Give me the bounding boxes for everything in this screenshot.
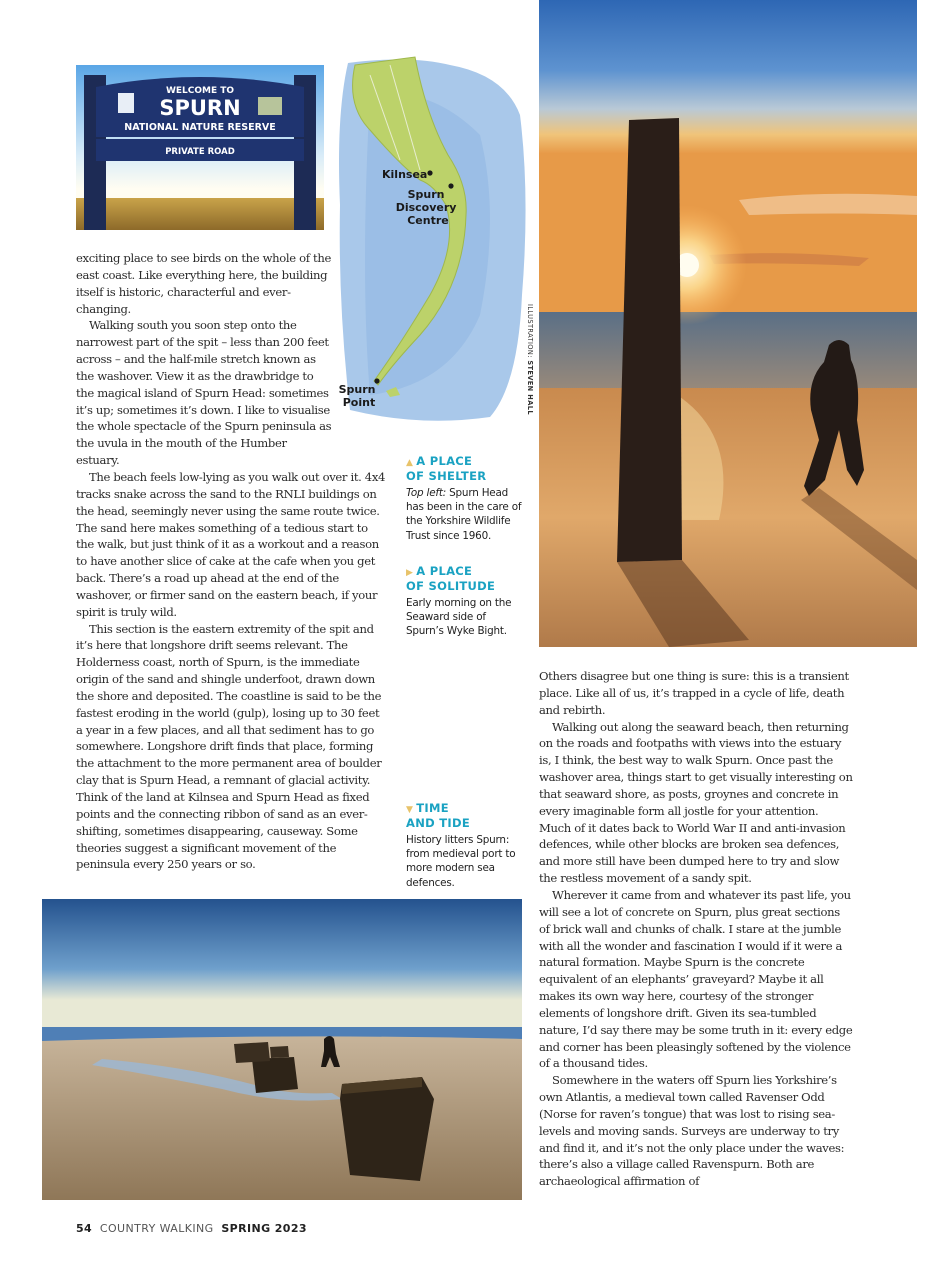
triangle-up-icon: ▲ <box>406 458 414 468</box>
sign-private-road: PRIVATE ROAD <box>165 147 235 157</box>
caption-shelter-heading: ▲ A PLACE OF SHELTER <box>406 454 487 483</box>
map-label-point: Spurn Point <box>338 383 376 409</box>
triangle-right-icon: ▶ <box>406 568 414 578</box>
right-para-1: Others disagree but one thing is sure: this is a transient place. Like all of us, it’s trapped in a cycle of life, death and rebirth. <box>539 669 849 717</box>
page-number: 54 <box>76 1222 93 1235</box>
credit-name: STEVEN HALL <box>526 360 534 415</box>
left-para-4: This section is the eastern extremity of the spit and it’s here that longshore drift seems relevant. The Holderness coast, north of Spurn, is the immediate origin of the sand and shingle underfoot, drawn down the shore and deposited. The coastline is said to be the fastest eroding in the world (gulp), losing up to 30 feet a year in a few places, and all that sediment has to go somewhere. Longshore drift finds that place, forming the attachment to the more permanent area of boulder clay that is Spurn Head, a remnant of glacial activity. Think of the land at Kilnsea and Spurn Head as fixed points and the connecting ribbon of sand as an ever-shifting, sometimes disappearing, causeway. Some theories suggest a significant movement of the peninsula every 250 years or so. <box>76 621 382 872</box>
magazine-name: COUNTRY WALKING <box>99 1222 214 1235</box>
left-para-1: exciting place to see birds on the whole of the east coast. Like everything here, the building itself is historic, characterful and ever-changing. <box>76 251 331 316</box>
sunrise-post-photo <box>539 0 917 647</box>
sign-welcome: WELCOME TO <box>165 86 235 96</box>
credit-prefix: ILLUSTRATION: <box>526 304 534 361</box>
left-para-3: The beach feels low-lying as you walk out over it. 4x4 tracks snake across the sand to the RNLI buildings on the head, seemingly never using the same route twice. The sand here makes something of a tedious start to the walk, but just think of it as a workout and a reason to have another slice of cake at the cafe when you get back. There’s a road up ahead at the end of the washover, or firmer sand on the eastern beach, if your spirit is truly wild. <box>76 469 386 619</box>
caption-shelter-lead: Top left: <box>406 487 447 499</box>
caption-solitude <box>406 565 524 639</box>
left-para-2: Walking south you soon step onto the narrowest part of the spit – less than 200 feet across – and the half-mile stretch known as the washover. View it as the drawbridge to the magical island of Spurn Head: sometimes it’s up; sometimes it’s down. I like to visualise the whole spectacle of the Spurn peninsula as the uvula in the mouth of the Humber estuary. <box>76 318 332 468</box>
issue-name: SPRING 2023 <box>221 1222 307 1235</box>
sign-reserve: NATIONAL NATURE RESERVE <box>124 122 276 133</box>
triangle-down-icon: ▼ <box>406 805 414 815</box>
illustration-credit <box>524 305 536 425</box>
map-label-kilnsea: Kilnsea <box>382 168 428 181</box>
caption-shelter-text: Spurn Head has been in the care of the Yorkshire Wildlife Trust since 1960. <box>406 487 522 542</box>
map-label-discovery: Spurn Discovery Centre <box>395 188 457 227</box>
beach-concrete-blocks-photo <box>42 899 522 1200</box>
caption-tide-heading: ▼ TIME AND TIDE <box>406 801 470 830</box>
caption-tide <box>406 802 524 890</box>
caption-solitude-text: Early morning on the Seaward side of Spurn’s Wyke Bight. <box>406 597 512 638</box>
spurn-sign-photo <box>76 65 324 230</box>
caption-solitude-heading: ▶ A PLACE OF SOLITUDE <box>406 564 496 593</box>
right-para-2: Walking out along the seaward beach, then returning on the roads and footpaths with views into the estuary is, I think, the best way to walk Spurn. Once past the washover area, things start to get visually interesting on that seaward shore, as posts, groynes and concrete in every imaginable form all jostle for your attention. Much of it dates back to World War II and anti-invasion defences, while other blocks are broken sea defences, and more still have been dumped here to try and slow the restless movement of a sandy spit. <box>539 719 853 886</box>
caption-shelter <box>406 455 524 543</box>
right-para-4: Somewhere in the waters off Spurn lies Yorkshire’s own Atlantis, a medieval town called Ravenser Odd (Norse for raven’s tongue) that was lost to rising sea-levels and moving sands. Surveys are underway to try and find it, and it’s not the only place under the waves: there’s also a village called Ravenspurn. Both are archaeological affirmation of <box>539 1073 845 1189</box>
article-right-column <box>539 668 853 1190</box>
caption-tide-text: History litters Spurn: from medieval port to more modern sea defences. <box>406 834 516 889</box>
right-para-3: Wherever it came from and whatever its past life, you will see a lot of concrete on Spurn, plus great sections of brick wall and chunks of chalk. I stare at the jumble with all the wonder and fascination I would if it were a natural formation. Maybe Spurn is the concrete equivalent of an elephants’ graveyard? Maybe it all makes its own way here, courtesy of the stronger elements of longshore drift. Given its sea-tumbled nature, I’d say there may be some truth in it: every edge and corner has been pleasingly softened by the violence of a thousand tides. <box>539 887 853 1071</box>
page-footer <box>76 1222 307 1235</box>
article-left-column <box>76 250 388 873</box>
sign-spurn: SPURN <box>159 96 241 120</box>
